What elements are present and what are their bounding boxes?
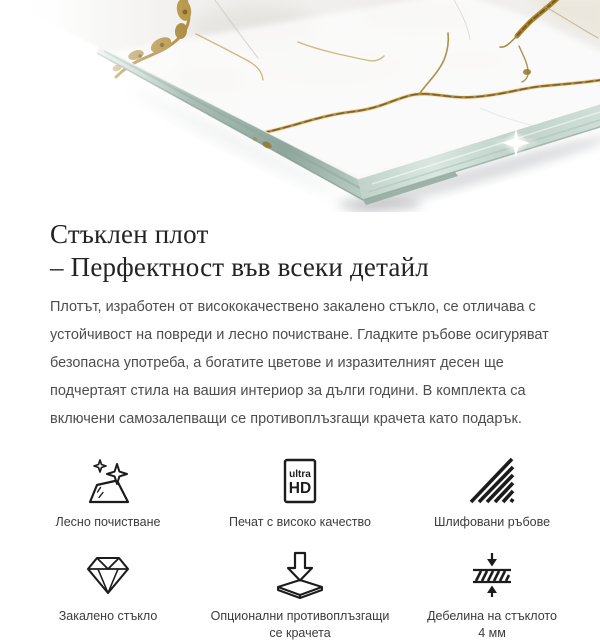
feature-polished-edges: [396, 457, 588, 531]
feature-glass-thickness: [396, 551, 588, 642]
glass-thickness-icon: [468, 551, 516, 599]
feature-label: Шлифовани ръбове: [433, 515, 551, 529]
left-vignette: [0, 0, 265, 212]
page-title: [50, 218, 550, 284]
hd-label: HD: [288, 480, 312, 497]
easy-cleaning-icon: [84, 457, 132, 505]
feature-anti-slip-feet: [204, 551, 396, 642]
features-grid: [12, 457, 588, 642]
feature-easy-cleaning: [12, 457, 204, 531]
ultra-label: ultra: [289, 469, 311, 480]
feature-label: Печат с високо качество: [229, 515, 371, 529]
tempered-glass-icon: [84, 551, 132, 599]
feature-label: Опционални противоплъзгащи се крачета: [210, 609, 390, 640]
polished-edges-icon: [468, 457, 516, 505]
title-line-2: – Перфектност във всеки детайл: [50, 252, 429, 282]
product-photo: [0, 0, 600, 212]
ultra-hd-print-icon: [276, 457, 324, 505]
feature-label: Закалено стъкло: [58, 609, 158, 623]
anti-slip-feet-icon: [276, 551, 324, 599]
feature-tempered-glass: [12, 551, 204, 642]
title-line-1: Стъклен плот: [50, 219, 209, 249]
feature-hd-print: [204, 457, 396, 531]
feature-label: Дебелина на стъклото 4 мм: [427, 609, 557, 640]
feature-label: Лесно почистване: [55, 515, 161, 529]
marble-glass-panel-illustration: [0, 0, 600, 212]
product-description-section: [0, 218, 600, 433]
product-description-text: Плотът, изработен от висококачествено закалено стъкло, се отличава с устойчивост на повреди и лесно почистване. Гладките ръбове осигуряват безопасна употреба, а богатите цветове и изразителният десен ще подчертаят стила на вашия интериор за дълги години. В комплекта са включени самозалепващи се противоплъзгащи крачета като подарък.: [50, 299, 549, 427]
